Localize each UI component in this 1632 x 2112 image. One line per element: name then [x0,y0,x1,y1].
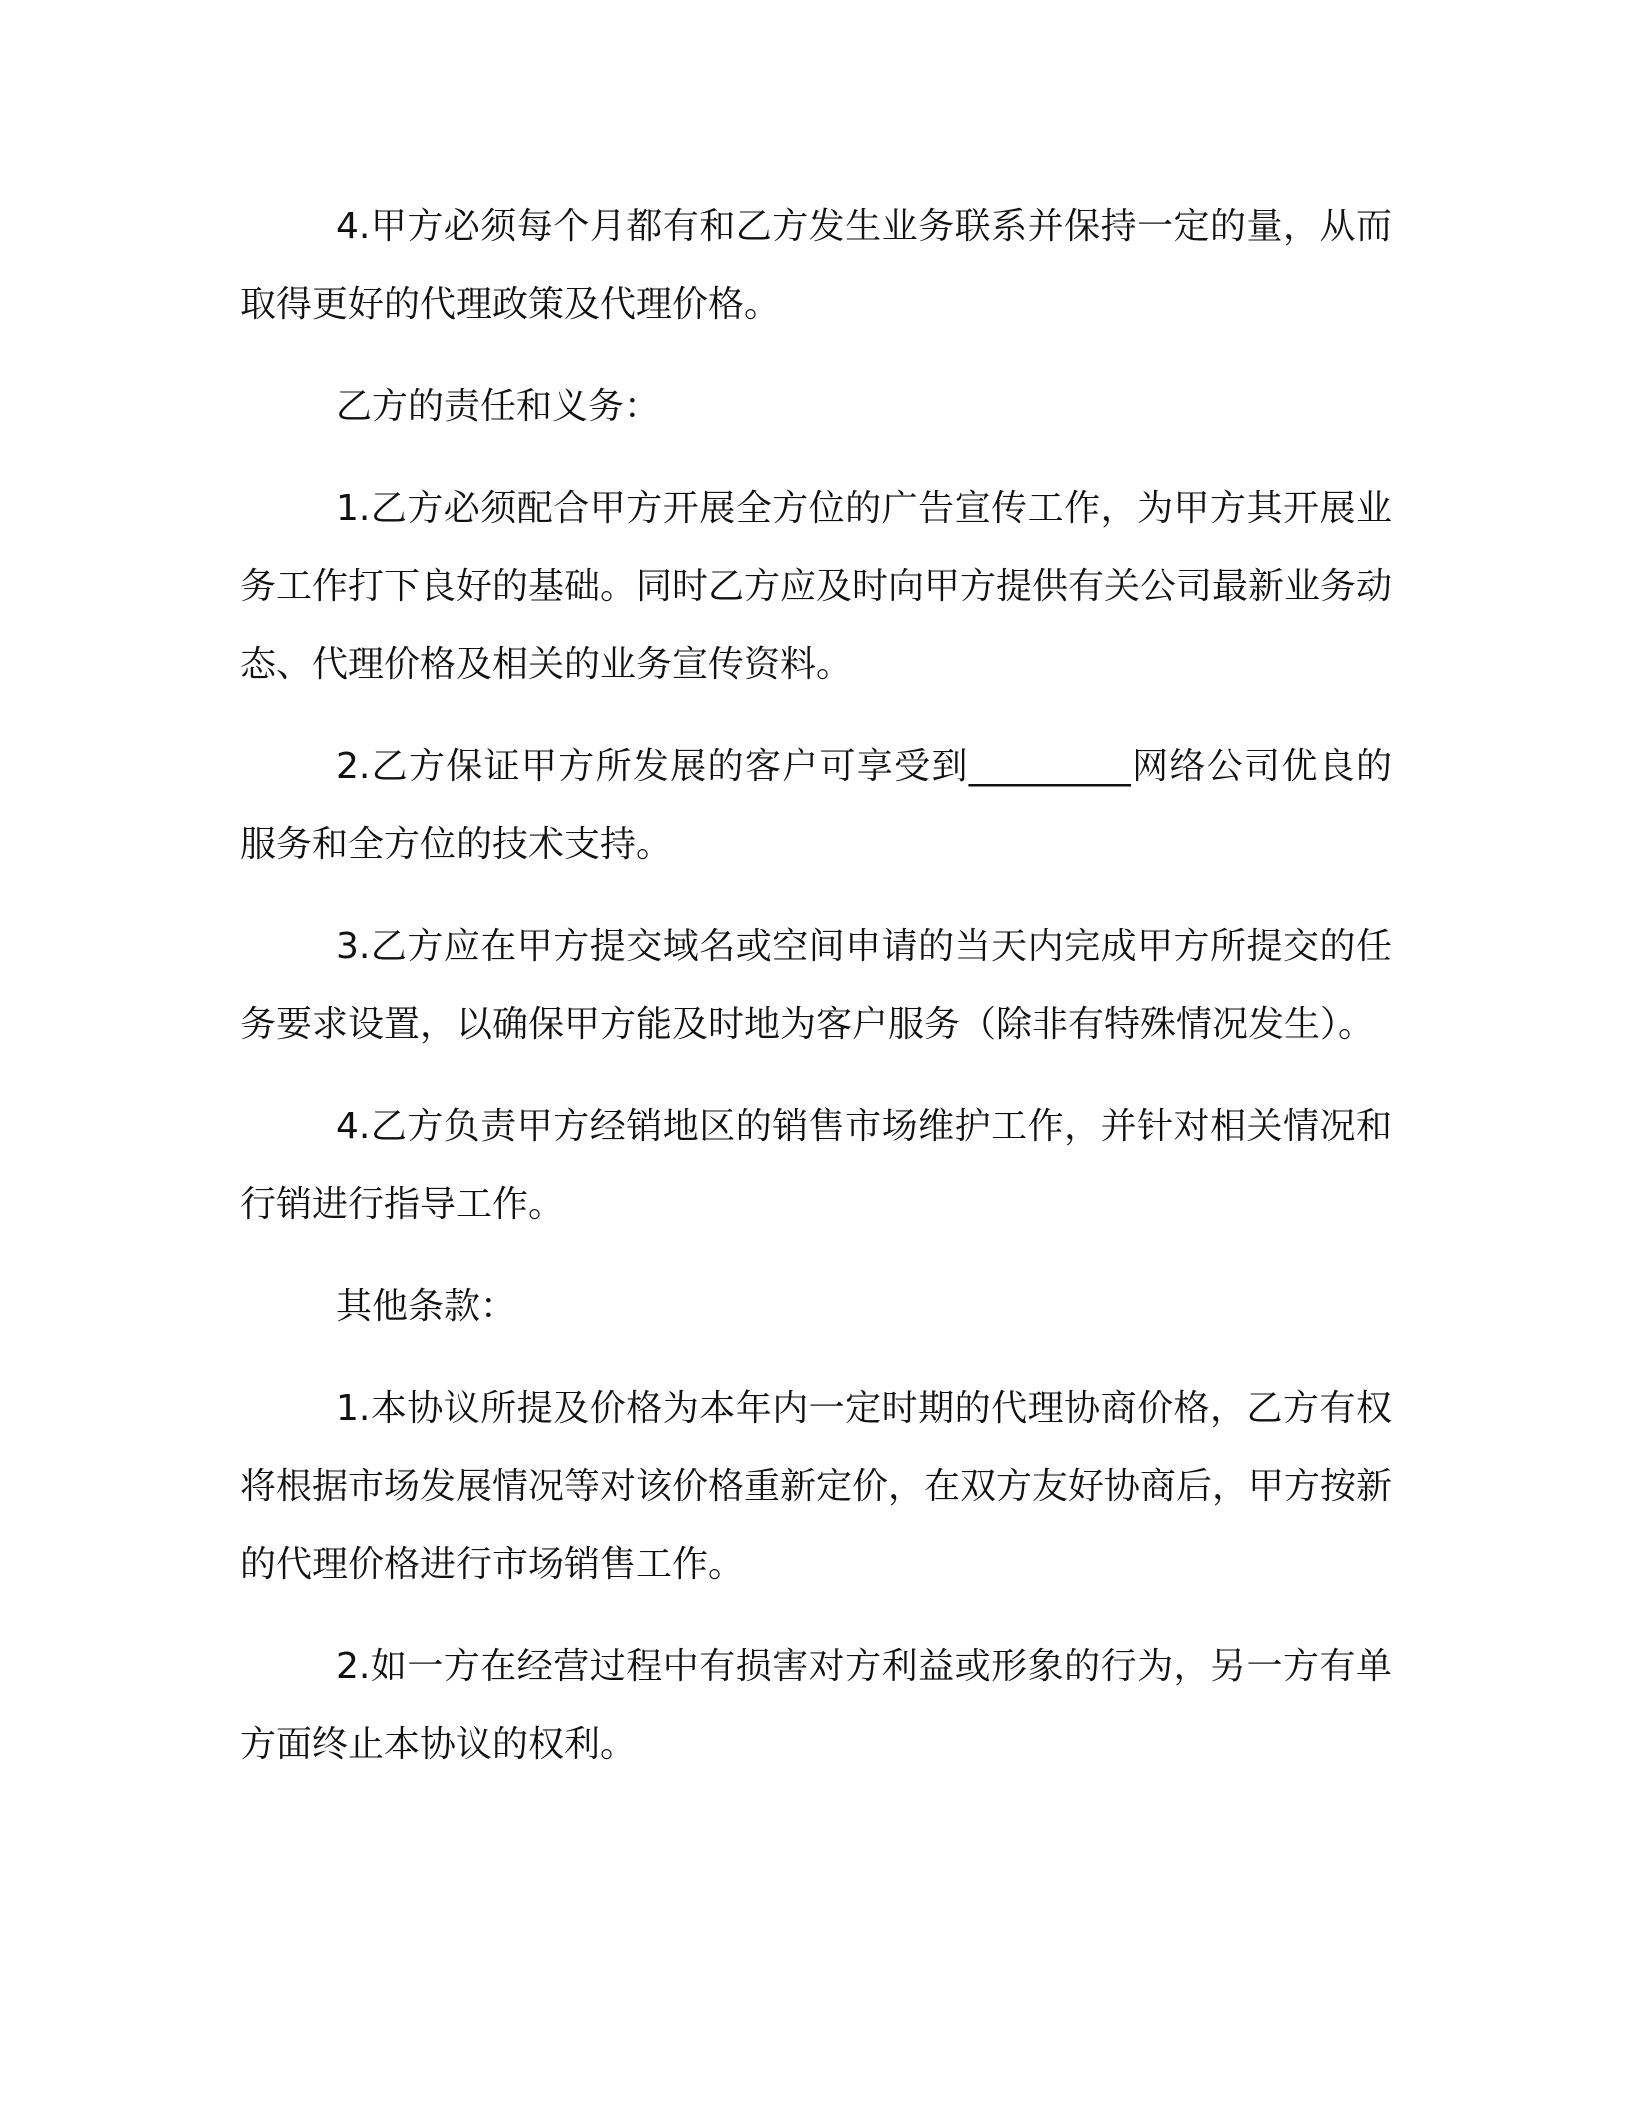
paragraph-other-term-2: 2.如一方在经营过程中有损害对方利益或形象的行为，另一方有单方面终止本协议的权利。 [240,1646,1392,1765]
heading-party-b-duties: 乙方的责任和义务： [336,386,661,427]
paragraph-other-term-1: 1.本协议所提及价格为本年内一定时期的代理协商价格，乙方有权将根据市场发展情况等对该价格重新定价，在双方友好协商后，甲方按新的代理价格进行市场销售工作。 [240,1388,1393,1585]
heading-other-terms: 其他条款： [336,1286,517,1327]
paragraph-party-a-obligation-4: 4.甲方必须每个月都有和乙方发生业务联系并保持一定的量，从而取得更好的代理政策及代理价格。 [240,206,1392,325]
paragraph-party-b-duty-1: 1.乙方必须配合甲方开展全方位的广告宣传工作，为甲方其开展业务工作打下良好的基础。同时乙方应及时向甲方提供有关公司最新业务动态、代理价格及相关的业务宣传资料。 [240,488,1393,685]
paragraph-party-b-duty-3: 3.乙方应在甲方提交域名或空间申请的当天内完成甲方所提交的任务要求设置，以确保甲方能及时地为客户服务（除非有特殊情况发生）。 [240,926,1392,1045]
paragraph-party-b-duty-4: 4.乙方负责甲方经销地区的销售市场维护工作，并针对相关情况和行销进行指导工作。 [240,1106,1392,1225]
document-body [240,188,1392,1808]
paragraph-party-b-duty-2: 2.乙方保证甲方所发展的客户可享受到_________网络公司优良的服务和全方位的技术支持。 [240,746,1392,865]
